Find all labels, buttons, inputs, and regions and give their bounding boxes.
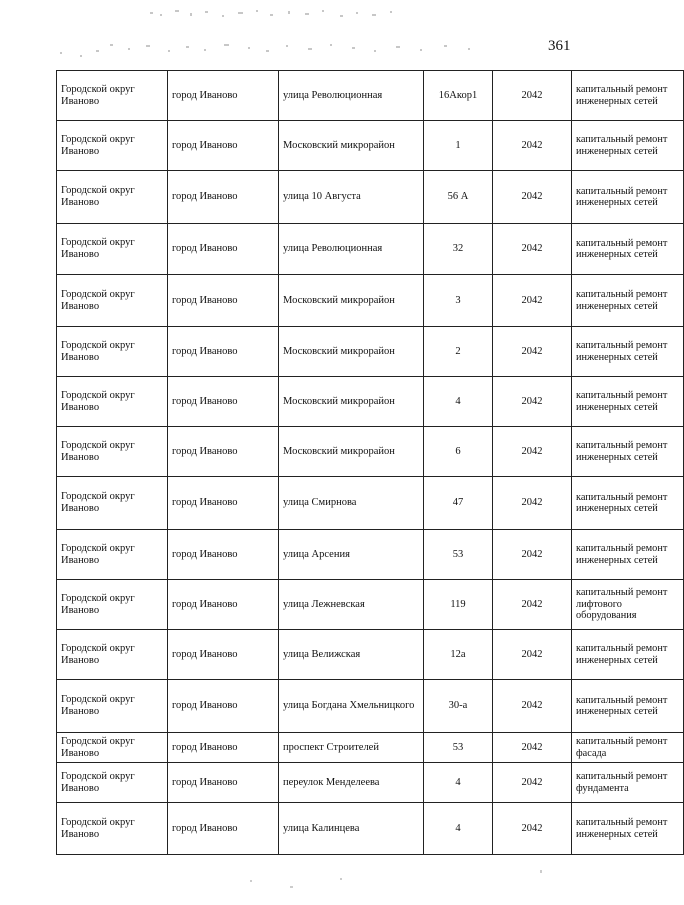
year-cell: 2042 bbox=[493, 803, 572, 855]
table-row bbox=[57, 680, 684, 733]
table-row bbox=[57, 171, 684, 224]
house-cell: 119 bbox=[424, 580, 493, 630]
work-cell: капитальный ремонт инженерных сетей bbox=[572, 630, 684, 680]
street-cell: улица Революционная bbox=[279, 71, 424, 121]
table-row bbox=[57, 477, 684, 530]
scan-noise-bottom bbox=[0, 860, 640, 905]
year-cell: 2042 bbox=[493, 580, 572, 630]
year-cell: 2042 bbox=[493, 121, 572, 171]
table-row bbox=[57, 71, 684, 121]
year-cell: 2042 bbox=[493, 71, 572, 121]
year-cell: 2042 bbox=[493, 680, 572, 733]
district-cell: Городской округ Иваново bbox=[57, 327, 168, 377]
district-cell: Городской округ Иваново bbox=[57, 171, 168, 224]
table-row bbox=[57, 580, 684, 630]
street-cell: проспект Строителей bbox=[279, 733, 424, 763]
table-row bbox=[57, 121, 684, 171]
page-number: 361 bbox=[548, 38, 571, 54]
year-cell: 2042 bbox=[493, 377, 572, 427]
year-cell: 2042 bbox=[493, 477, 572, 530]
district-cell: Городской округ Иваново bbox=[57, 224, 168, 275]
house-cell: 4 bbox=[424, 377, 493, 427]
street-cell: Московский микрорайон bbox=[279, 275, 424, 327]
work-cell: капитальный ремонт инженерных сетей bbox=[572, 377, 684, 427]
house-cell: 47 bbox=[424, 477, 493, 530]
table-row bbox=[57, 763, 684, 803]
city-cell: город Иваново bbox=[168, 377, 279, 427]
city-cell: город Иваново bbox=[168, 427, 279, 477]
city-cell: город Иваново bbox=[168, 224, 279, 275]
year-cell: 2042 bbox=[493, 275, 572, 327]
city-cell: город Иваново bbox=[168, 327, 279, 377]
street-cell: улица Смирнова bbox=[279, 477, 424, 530]
city-cell: город Иваново bbox=[168, 477, 279, 530]
table-row bbox=[57, 377, 684, 427]
house-cell: 1 bbox=[424, 121, 493, 171]
city-cell: город Иваново bbox=[168, 121, 279, 171]
house-cell: 56 А bbox=[424, 171, 493, 224]
street-cell: улица Арсения bbox=[279, 530, 424, 580]
table-row bbox=[57, 427, 684, 477]
year-cell: 2042 bbox=[493, 630, 572, 680]
street-cell: переулок Менделеева bbox=[279, 763, 424, 803]
work-cell: капитальный ремонт инженерных сетей bbox=[572, 275, 684, 327]
work-cell: капитальный ремонт инженерных сетей bbox=[572, 327, 684, 377]
street-cell: улица Велижская bbox=[279, 630, 424, 680]
street-cell: улица Революционная bbox=[279, 224, 424, 275]
house-cell: 12а bbox=[424, 630, 493, 680]
street-cell: Московский микрорайон bbox=[279, 121, 424, 171]
street-cell: Московский микрорайон bbox=[279, 377, 424, 427]
work-cell: капитальный ремонт инженерных сетей bbox=[572, 71, 684, 121]
table-row bbox=[57, 224, 684, 275]
work-cell: капитальный ремонт инженерных сетей bbox=[572, 171, 684, 224]
house-cell: 30-а bbox=[424, 680, 493, 733]
city-cell: город Иваново bbox=[168, 680, 279, 733]
city-cell: город Иваново bbox=[168, 763, 279, 803]
year-cell: 2042 bbox=[493, 733, 572, 763]
district-cell: Городской округ Иваново bbox=[57, 477, 168, 530]
year-cell: 2042 bbox=[493, 763, 572, 803]
district-cell: Городской округ Иваново bbox=[57, 71, 168, 121]
house-cell: 6 bbox=[424, 427, 493, 477]
street-cell: улица Богдана Хмельницкого bbox=[279, 680, 424, 733]
street-cell: Московский микрорайон bbox=[279, 427, 424, 477]
house-cell: 2 bbox=[424, 327, 493, 377]
table-row bbox=[57, 327, 684, 377]
house-cell: 16Акор1 bbox=[424, 71, 493, 121]
district-cell: Городской округ Иваново bbox=[57, 427, 168, 477]
city-cell: город Иваново bbox=[168, 803, 279, 855]
district-cell: Городской округ Иваново bbox=[57, 530, 168, 580]
year-cell: 2042 bbox=[493, 224, 572, 275]
work-cell: капитальный ремонт инженерных сетей bbox=[572, 680, 684, 733]
work-cell: капитальный ремонт фасада bbox=[572, 733, 684, 763]
city-cell: город Иваново bbox=[168, 275, 279, 327]
district-cell: Городской округ Иваново bbox=[57, 630, 168, 680]
street-cell: улица 10 Августа bbox=[279, 171, 424, 224]
house-cell: 32 bbox=[424, 224, 493, 275]
year-cell: 2042 bbox=[493, 171, 572, 224]
district-cell: Городской округ Иваново bbox=[57, 377, 168, 427]
table-row bbox=[57, 733, 684, 763]
house-cell: 3 bbox=[424, 275, 493, 327]
work-cell: капитальный ремонт инженерных сетей bbox=[572, 121, 684, 171]
table-row bbox=[57, 630, 684, 680]
district-cell: Городской округ Иваново bbox=[57, 763, 168, 803]
work-cell: капитальный ремонт инженерных сетей bbox=[572, 224, 684, 275]
city-cell: город Иваново bbox=[168, 71, 279, 121]
city-cell: город Иваново bbox=[168, 171, 279, 224]
district-cell: Городской округ Иваново bbox=[57, 580, 168, 630]
street-cell: улица Калинцева bbox=[279, 803, 424, 855]
work-cell: капитальный ремонт фундамента bbox=[572, 763, 684, 803]
work-cell: капитальный ремонт инженерных сетей bbox=[572, 803, 684, 855]
house-cell: 4 bbox=[424, 763, 493, 803]
district-cell: Городской округ Иваново bbox=[57, 275, 168, 327]
year-cell: 2042 bbox=[493, 427, 572, 477]
year-cell: 2042 bbox=[493, 530, 572, 580]
year-cell: 2042 bbox=[493, 327, 572, 377]
work-cell: капитальный ремонт инженерных сетей bbox=[572, 530, 684, 580]
city-cell: город Иваново bbox=[168, 580, 279, 630]
city-cell: город Иваново bbox=[168, 630, 279, 680]
house-cell: 53 bbox=[424, 733, 493, 763]
work-cell: капитальный ремонт инженерных сетей bbox=[572, 477, 684, 530]
street-cell: Московский микрорайон bbox=[279, 327, 424, 377]
table-row bbox=[57, 275, 684, 327]
table-row bbox=[57, 530, 684, 580]
district-cell: Городской округ Иваново bbox=[57, 121, 168, 171]
register-table bbox=[56, 70, 684, 855]
scan-noise-top bbox=[0, 0, 640, 70]
table-row bbox=[57, 803, 684, 855]
city-cell: город Иваново bbox=[168, 530, 279, 580]
work-cell: капитальный ремонт инженерных сетей bbox=[572, 427, 684, 477]
city-cell: город Иваново bbox=[168, 733, 279, 763]
street-cell: улица Лежневская bbox=[279, 580, 424, 630]
house-cell: 53 bbox=[424, 530, 493, 580]
work-cell: капитальный ремонт лифтового оборудования bbox=[572, 580, 684, 630]
house-cell: 4 bbox=[424, 803, 493, 855]
district-cell: Городской округ Иваново bbox=[57, 680, 168, 733]
district-cell: Городской округ Иваново bbox=[57, 733, 168, 763]
district-cell: Городской округ Иваново bbox=[57, 803, 168, 855]
